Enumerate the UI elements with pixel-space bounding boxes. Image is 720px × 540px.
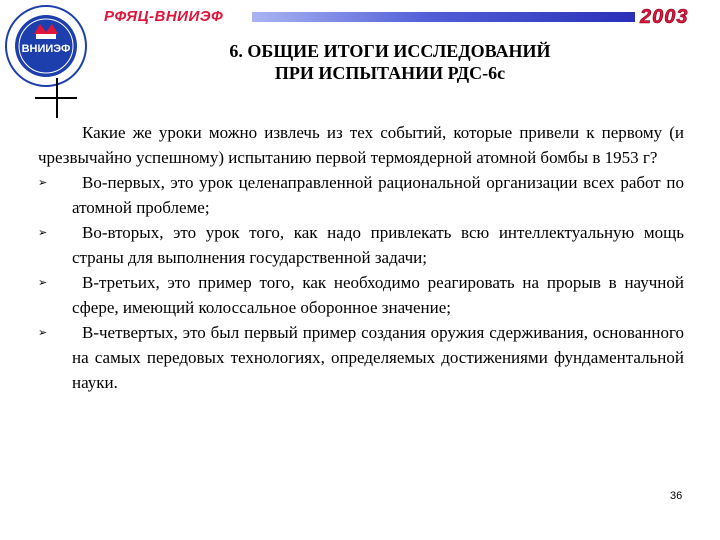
slide-body: [38, 120, 684, 395]
vniief-logo-emblem: [4, 4, 88, 88]
arrowhead-bullet-icon: ➢: [38, 176, 48, 189]
bullet-text: Во-вторых, это урок того, как надо привлекать всю интеллектуальную мощь страны для выполнения государственной задачи;: [72, 223, 684, 267]
arrowhead-bullet-icon: ➢: [38, 326, 48, 339]
header-bar: [252, 12, 635, 22]
crosshair-horizontal: [35, 97, 77, 99]
org-name: РФЯЦ-ВНИИЭФ: [104, 8, 224, 25]
arrowhead-bullet-icon: ➢: [38, 276, 48, 289]
arrowhead-bullet-icon: ➢: [38, 226, 48, 239]
year-label: 2003: [640, 6, 689, 28]
title-line-1: 6. ОБЩИЕ ИТОГИ ИССЛЕДОВАНИЙ: [229, 41, 551, 61]
bullet-item: [38, 220, 684, 270]
intro-paragraph: Какие же уроки можно извлечь из тех событий, которые привели к первому (и чрезвычайно успешному) испытанию первой термоядерной атомной бомбы в 1953 г?: [38, 123, 684, 167]
bullet-item: [38, 170, 684, 220]
bullet-item: [38, 320, 684, 395]
bullet-text: В-третьих, это пример того, как необходимо реагировать на прорыв в научной сфере, имеющий колоссальное оборонное значение;: [72, 273, 684, 317]
title-line-2: ПРИ ИСПЫТАНИИ РДС-6с: [274, 63, 506, 83]
bullet-item: [38, 270, 684, 320]
vniief-logo: [4, 4, 88, 88]
logo-text: ВНИИЭФ: [21, 43, 71, 55]
slide-title: [120, 40, 660, 84]
bullet-text: Во-первых, это урок целенаправленной рациональной организации всех работ по атомной проблеме;: [72, 173, 684, 217]
bullet-text: В-четвертых, это был первый пример создания оружия сдерживания, основанного на самых передовых технологиях, определяемых достижениями фундаментальной науки.: [72, 323, 684, 392]
bullet-list: [38, 170, 684, 395]
page-number: 36: [670, 490, 683, 502]
